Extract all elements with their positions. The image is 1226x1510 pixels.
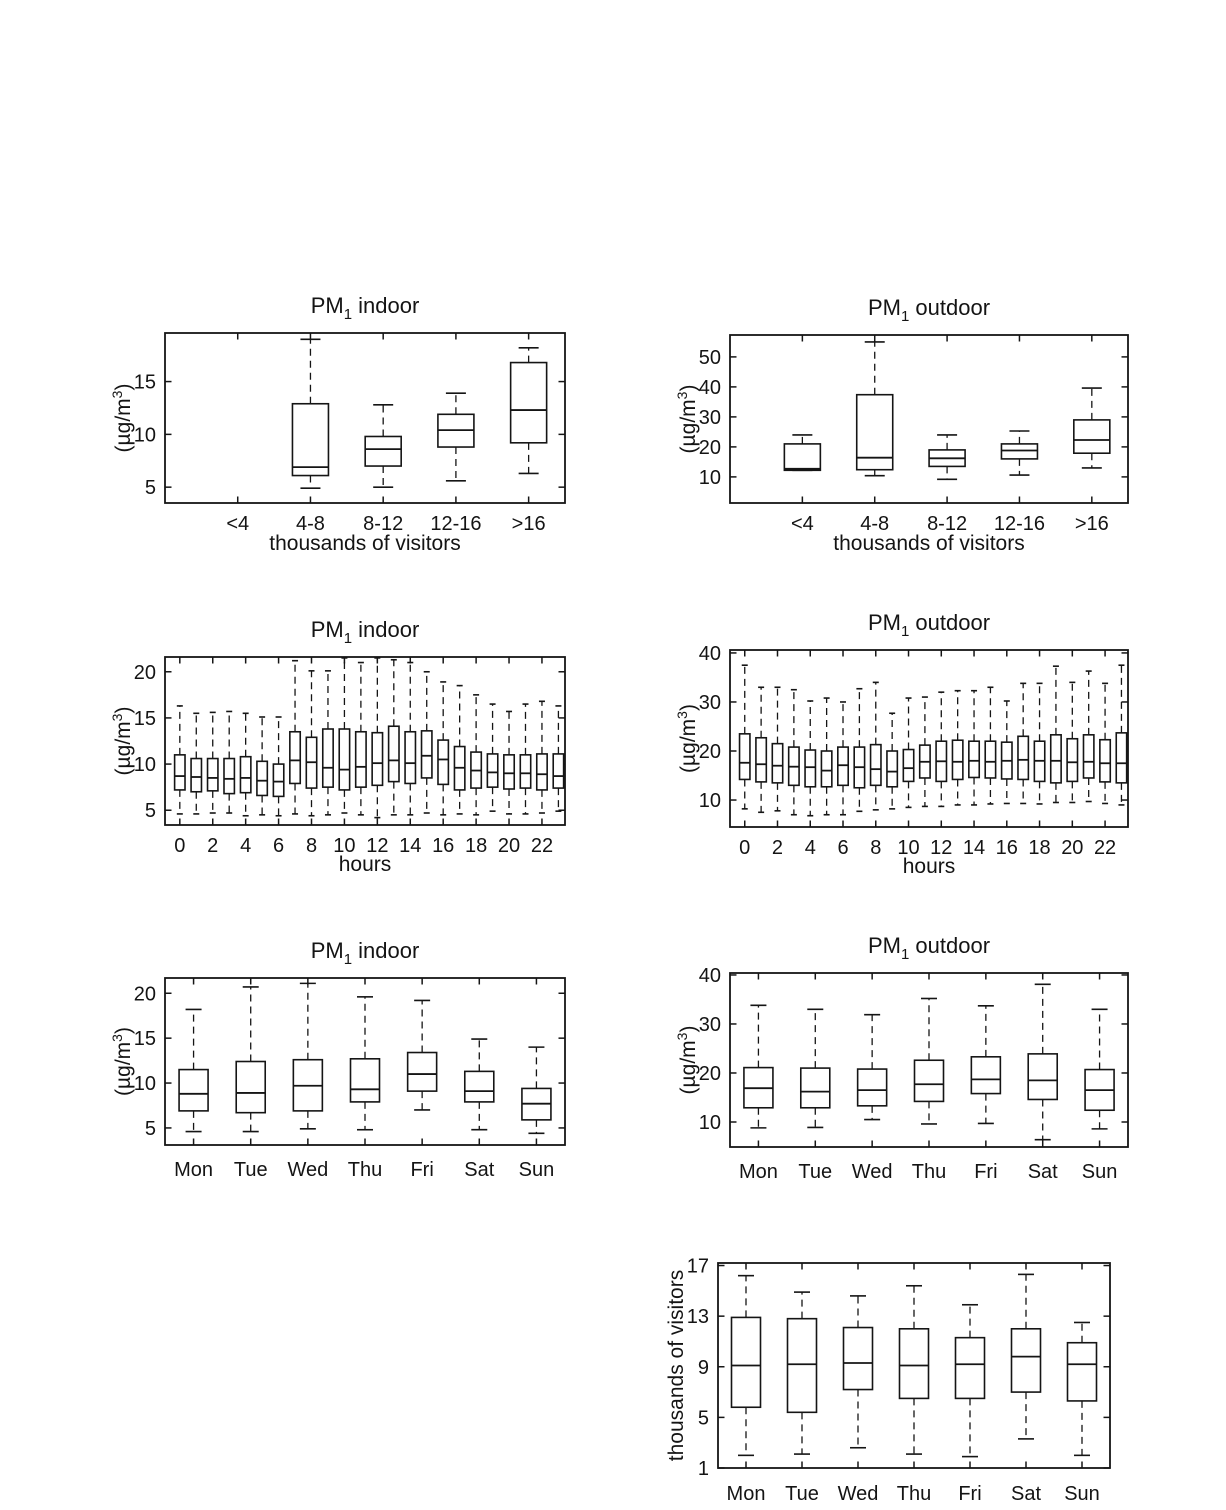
x-tick-label: 8-12 (927, 513, 968, 535)
box-22 (1100, 683, 1110, 803)
box-17 (1018, 683, 1028, 803)
x-tick-label: 6 (837, 837, 849, 859)
y-tick-label: 13 (686, 1306, 709, 1329)
box-Tue (236, 987, 265, 1132)
iqr-box (971, 1057, 1000, 1094)
x-tick-label: 4 (804, 837, 816, 859)
x-tick-label: 8 (305, 835, 318, 857)
x-axis-label: hours (338, 853, 392, 876)
x-tick-label: >16 (511, 513, 546, 535)
box-6 (838, 702, 848, 815)
x-tick-label: 22 (1093, 837, 1117, 859)
box-14 (969, 691, 979, 805)
iqr-box (290, 732, 300, 784)
y-axis-label: $(\mu g/m^3)$ (674, 384, 700, 454)
iqr-box (821, 751, 831, 787)
box-16 (1002, 701, 1012, 803)
box-3 (789, 690, 799, 815)
x-tick-label: 22 (530, 835, 554, 857)
box-16 (438, 682, 448, 815)
y-tick-label: 20 (133, 983, 156, 1006)
x-tick-label: Thu (896, 1483, 932, 1505)
iqr-box (537, 754, 547, 790)
box-23 (553, 706, 563, 811)
box-21 (1083, 671, 1093, 801)
box-Sat (1028, 984, 1057, 1139)
iqr-box (756, 738, 766, 782)
iqr-box (365, 436, 401, 466)
box-Sun (1085, 1009, 1114, 1129)
box-4 (240, 713, 250, 815)
iqr-box (292, 404, 328, 476)
box-12-16 (438, 393, 474, 481)
x-tick-label: Thu (911, 1161, 947, 1183)
x-tick-label: 18 (1028, 837, 1051, 859)
y-axis (134, 372, 565, 500)
y-tick-label: 5 (697, 1407, 709, 1430)
iqr-box (520, 755, 530, 788)
y-tick-label: 10 (698, 790, 721, 813)
x-axis (226, 333, 545, 535)
box-Tue (788, 1292, 817, 1454)
x-tick-label: Sun (1064, 1483, 1100, 1505)
box-18 (1034, 683, 1044, 804)
iqr-box (772, 744, 782, 783)
box-Thu (915, 998, 944, 1123)
iqr-box (900, 1329, 929, 1399)
iqr-box (553, 754, 563, 788)
iqr-box (408, 1053, 437, 1092)
iqr-box (915, 1060, 944, 1101)
iqr-box (1074, 420, 1110, 453)
box-Wed (293, 983, 322, 1128)
iqr-box (1028, 1054, 1057, 1100)
y-tick-label: 1 (697, 1458, 709, 1480)
box-13 (952, 691, 962, 805)
box-15 (985, 687, 995, 804)
plot-border (165, 333, 565, 503)
x-axis-label: thousands of visitors (269, 532, 461, 555)
iqr-box (351, 1059, 380, 1102)
x-tick-label: Wed (287, 1159, 329, 1181)
box-19 (1051, 666, 1061, 802)
panel-indoor_visitors (109, 293, 565, 555)
x-tick-label: 10 (897, 837, 920, 859)
x-tick-label: Wed (837, 1483, 879, 1505)
y-axis-label: thousands of visitors (665, 1269, 688, 1462)
iqr-box (805, 750, 815, 787)
y-tick-label: 10 (133, 424, 156, 447)
iqr-box (224, 759, 234, 794)
panel-title: $PM_1$ indoor (310, 293, 420, 323)
box-3 (224, 711, 234, 813)
iqr-box (1051, 735, 1061, 783)
iqr-box (208, 759, 218, 791)
iqr-box (732, 1317, 761, 1407)
y-tick-label: 20 (698, 436, 721, 459)
x-tick-label: Sat (1027, 1161, 1058, 1183)
box-8-12 (929, 435, 965, 479)
box-Sat (465, 1039, 494, 1130)
box-7 (854, 689, 864, 812)
iqr-box (179, 1070, 208, 1111)
iqr-box (838, 747, 848, 785)
iqr-box (1068, 1343, 1097, 1401)
x-tick-label: Sat (1010, 1483, 1042, 1505)
x-tick-label: 12-16 (993, 513, 1046, 535)
x-tick-label: 14 (399, 835, 422, 857)
iqr-box (1012, 1329, 1041, 1392)
y-tick-label: 15 (133, 1028, 156, 1051)
x-axis-label: hours (902, 855, 956, 878)
y-axis-label: $(\mu g/m^3)$ (674, 1025, 700, 1095)
panel-outdoor_days (674, 933, 1128, 1183)
box-9 (887, 713, 897, 809)
panel-title: $PM_1$ outdoor (867, 610, 991, 640)
iqr-box (465, 1071, 494, 1102)
box->16 (511, 348, 547, 474)
box-0 (175, 706, 185, 814)
iqr-box (389, 726, 399, 781)
y-tick-label: 10 (133, 1073, 156, 1096)
iqr-box (801, 1068, 830, 1108)
box-23 (1116, 665, 1126, 805)
x-tick-label: 2 (771, 837, 784, 859)
box-12-16 (1001, 431, 1037, 475)
x-tick-label: <4 (790, 513, 814, 535)
y-tick-label: 30 (698, 1013, 721, 1036)
iqr-box (339, 729, 349, 790)
box-17 (454, 686, 464, 814)
x-tick-label: 12 (366, 835, 389, 857)
box-8 (306, 671, 316, 816)
y-tick-label: 5 (144, 477, 156, 500)
x-tick-label: Thu (347, 1159, 383, 1181)
y-axis-label: $(\mu g/m^3)$ (109, 1027, 135, 1096)
y-axis (699, 643, 1128, 812)
box->16 (1074, 388, 1110, 468)
box-1 (756, 687, 766, 812)
box-6 (273, 717, 283, 816)
y-tick-label: 30 (698, 691, 721, 714)
iqr-box (1018, 736, 1028, 779)
box-Wed (858, 1015, 887, 1120)
x-tick-label: 18 (464, 835, 488, 857)
box-5 (821, 698, 831, 815)
y-tick-label: 17 (686, 1255, 709, 1278)
x-tick-label: Tue (233, 1159, 268, 1181)
box-Sat (1012, 1274, 1041, 1439)
box-8-12 (365, 405, 401, 487)
y-axis (699, 347, 1128, 489)
box-8 (871, 682, 881, 809)
iqr-box (372, 733, 382, 786)
box-7 (290, 661, 300, 814)
y-tick-label: 5 (144, 800, 156, 823)
x-tick-label: Sat (464, 1159, 495, 1181)
box-0 (740, 665, 750, 809)
x-tick-label: Mon (738, 1161, 778, 1183)
box-4 (805, 701, 815, 816)
panel-indoor_days (109, 938, 565, 1181)
iqr-box (788, 1319, 817, 1413)
iqr-box (740, 734, 750, 780)
iqr-box (175, 755, 185, 790)
y-tick-label: 5 (144, 1117, 156, 1140)
y-tick-label: 10 (133, 754, 156, 777)
box-9 (323, 671, 333, 815)
iqr-box (511, 363, 547, 443)
box-22 (537, 701, 547, 813)
iqr-box (240, 757, 250, 793)
iqr-box (356, 732, 366, 787)
x-tick-label: Tue (798, 1161, 833, 1183)
x-tick-label: 16 (432, 835, 455, 857)
x-tick-label: 12-16 (430, 513, 482, 535)
iqr-box (903, 750, 913, 782)
box-5 (257, 717, 267, 815)
panel-title: $PM_1$ indoor (310, 938, 420, 968)
box-11 (356, 663, 366, 815)
iqr-box (1083, 735, 1093, 778)
box-1 (191, 713, 201, 814)
box-Fri (956, 1305, 985, 1457)
x-tick-label: 20 (1061, 837, 1084, 859)
x-tick-label: 0 (739, 837, 751, 859)
box-Mon (179, 1009, 208, 1131)
box-Thu (351, 997, 380, 1130)
box-Fri (971, 1006, 1000, 1124)
iqr-box (844, 1328, 873, 1390)
iqr-box (323, 729, 333, 787)
iqr-box (956, 1338, 985, 1399)
y-tick-label: 20 (698, 1062, 721, 1085)
iqr-box (273, 764, 283, 796)
y-tick-label: 50 (698, 346, 721, 369)
iqr-box (871, 745, 881, 786)
box-2 (208, 712, 218, 813)
box-2 (772, 687, 782, 811)
panel-indoor_hours (109, 617, 565, 876)
x-tick-label: 4-8 (860, 513, 890, 535)
x-tick-label: Fri (974, 1161, 998, 1183)
box-<4 (784, 435, 820, 470)
iqr-box (887, 751, 897, 787)
box-Wed (844, 1296, 873, 1448)
box-10 (903, 698, 913, 807)
y-tick-label: 10 (698, 1112, 721, 1135)
box-Mon (744, 1005, 773, 1128)
y-tick-label: 20 (133, 661, 156, 684)
y-axis (699, 965, 1128, 1134)
y-tick-label: 15 (133, 707, 156, 730)
iqr-box (191, 759, 201, 792)
x-tick-label: Fri (410, 1159, 434, 1181)
x-tick-label: 16 (995, 837, 1018, 859)
box-Fri (408, 1000, 437, 1110)
iqr-box (784, 444, 820, 470)
x-tick-label: Tue (785, 1483, 819, 1505)
box-20 (1067, 682, 1077, 802)
x-tick-label: Mon (174, 1159, 214, 1181)
x-tick-label: 8-12 (363, 513, 404, 535)
box-Thu (900, 1286, 929, 1454)
plot-border (730, 335, 1128, 503)
box-20 (504, 711, 514, 813)
iqr-box (969, 741, 979, 777)
x-tick-label: Sun (1081, 1161, 1118, 1183)
box-15 (422, 672, 432, 813)
iqr-box (257, 761, 267, 795)
box-19 (487, 704, 497, 811)
iqr-box (952, 740, 962, 779)
iqr-box (438, 740, 448, 784)
iqr-box (236, 1062, 265, 1113)
y-axis-label: $(\mu g/m^3)$ (109, 383, 135, 453)
box-13 (389, 660, 399, 815)
box-12 (936, 692, 946, 806)
box-4-8 (292, 339, 328, 488)
box-4-8 (857, 342, 893, 476)
x-tick-label: 4 (240, 835, 252, 857)
y-axis-label: $(\mu g/m^3)$ (109, 706, 135, 776)
iqr-box (487, 754, 497, 787)
iqr-box (1116, 733, 1126, 783)
box-10 (339, 658, 349, 813)
x-tick-label: Sun (518, 1159, 555, 1181)
panel-outdoor_visitors (674, 295, 1128, 555)
box-Tue (801, 1009, 830, 1127)
box-18 (471, 695, 481, 815)
x-tick-label: 6 (273, 835, 285, 857)
x-tick-label: 20 (497, 835, 521, 857)
y-axis (134, 983, 565, 1140)
y-tick-label: 10 (698, 466, 721, 489)
iqr-box (405, 732, 415, 784)
y-axis-label: $(\mu g/m^3)$ (674, 704, 700, 773)
panel-outdoor_hours (674, 610, 1128, 878)
iqr-box (1100, 740, 1110, 782)
x-tick-label: 4-8 (296, 513, 325, 535)
x-tick-label: >16 (1074, 513, 1109, 535)
box-11 (920, 697, 930, 806)
box-Sun (522, 1047, 551, 1133)
iqr-box (1067, 739, 1077, 782)
y-tick-label: 20 (698, 741, 721, 764)
iqr-box (504, 755, 514, 789)
y-tick-label: 40 (698, 964, 721, 987)
x-tick-label: 12 (930, 837, 953, 859)
x-tick-label: 14 (962, 837, 986, 859)
y-tick-label: 40 (698, 642, 721, 665)
x-tick-label: 2 (207, 835, 219, 857)
panel-title: $PM_1$ indoor (310, 617, 420, 647)
x-tick-label: 8 (870, 837, 882, 859)
x-tick-label: 0 (174, 835, 186, 857)
iqr-box (422, 731, 432, 778)
box-Mon (732, 1276, 761, 1456)
y-tick-label: 9 (697, 1356, 709, 1379)
x-tick-label: Wed (851, 1161, 893, 1183)
panel-title: $PM_1$ outdoor (867, 295, 991, 325)
box-Sun (1068, 1322, 1097, 1455)
y-tick-label: 40 (698, 376, 721, 399)
iqr-box (858, 1069, 887, 1106)
x-tick-label: 10 (333, 835, 356, 857)
x-tick-label: Fri (958, 1483, 982, 1505)
x-tick-label: <4 (226, 513, 250, 535)
x-tick-label: Mon (726, 1483, 766, 1505)
iqr-box (985, 741, 995, 778)
y-tick-label: 30 (698, 406, 721, 429)
panel-visitors_days (665, 1256, 1110, 1505)
x-axis-label: thousands of visitors (833, 532, 1025, 555)
panel-title: $PM_1$ outdoor (867, 933, 991, 963)
box-14 (405, 663, 415, 815)
box-12 (372, 658, 382, 818)
box-21 (520, 704, 530, 814)
y-tick-label: 15 (133, 371, 156, 394)
